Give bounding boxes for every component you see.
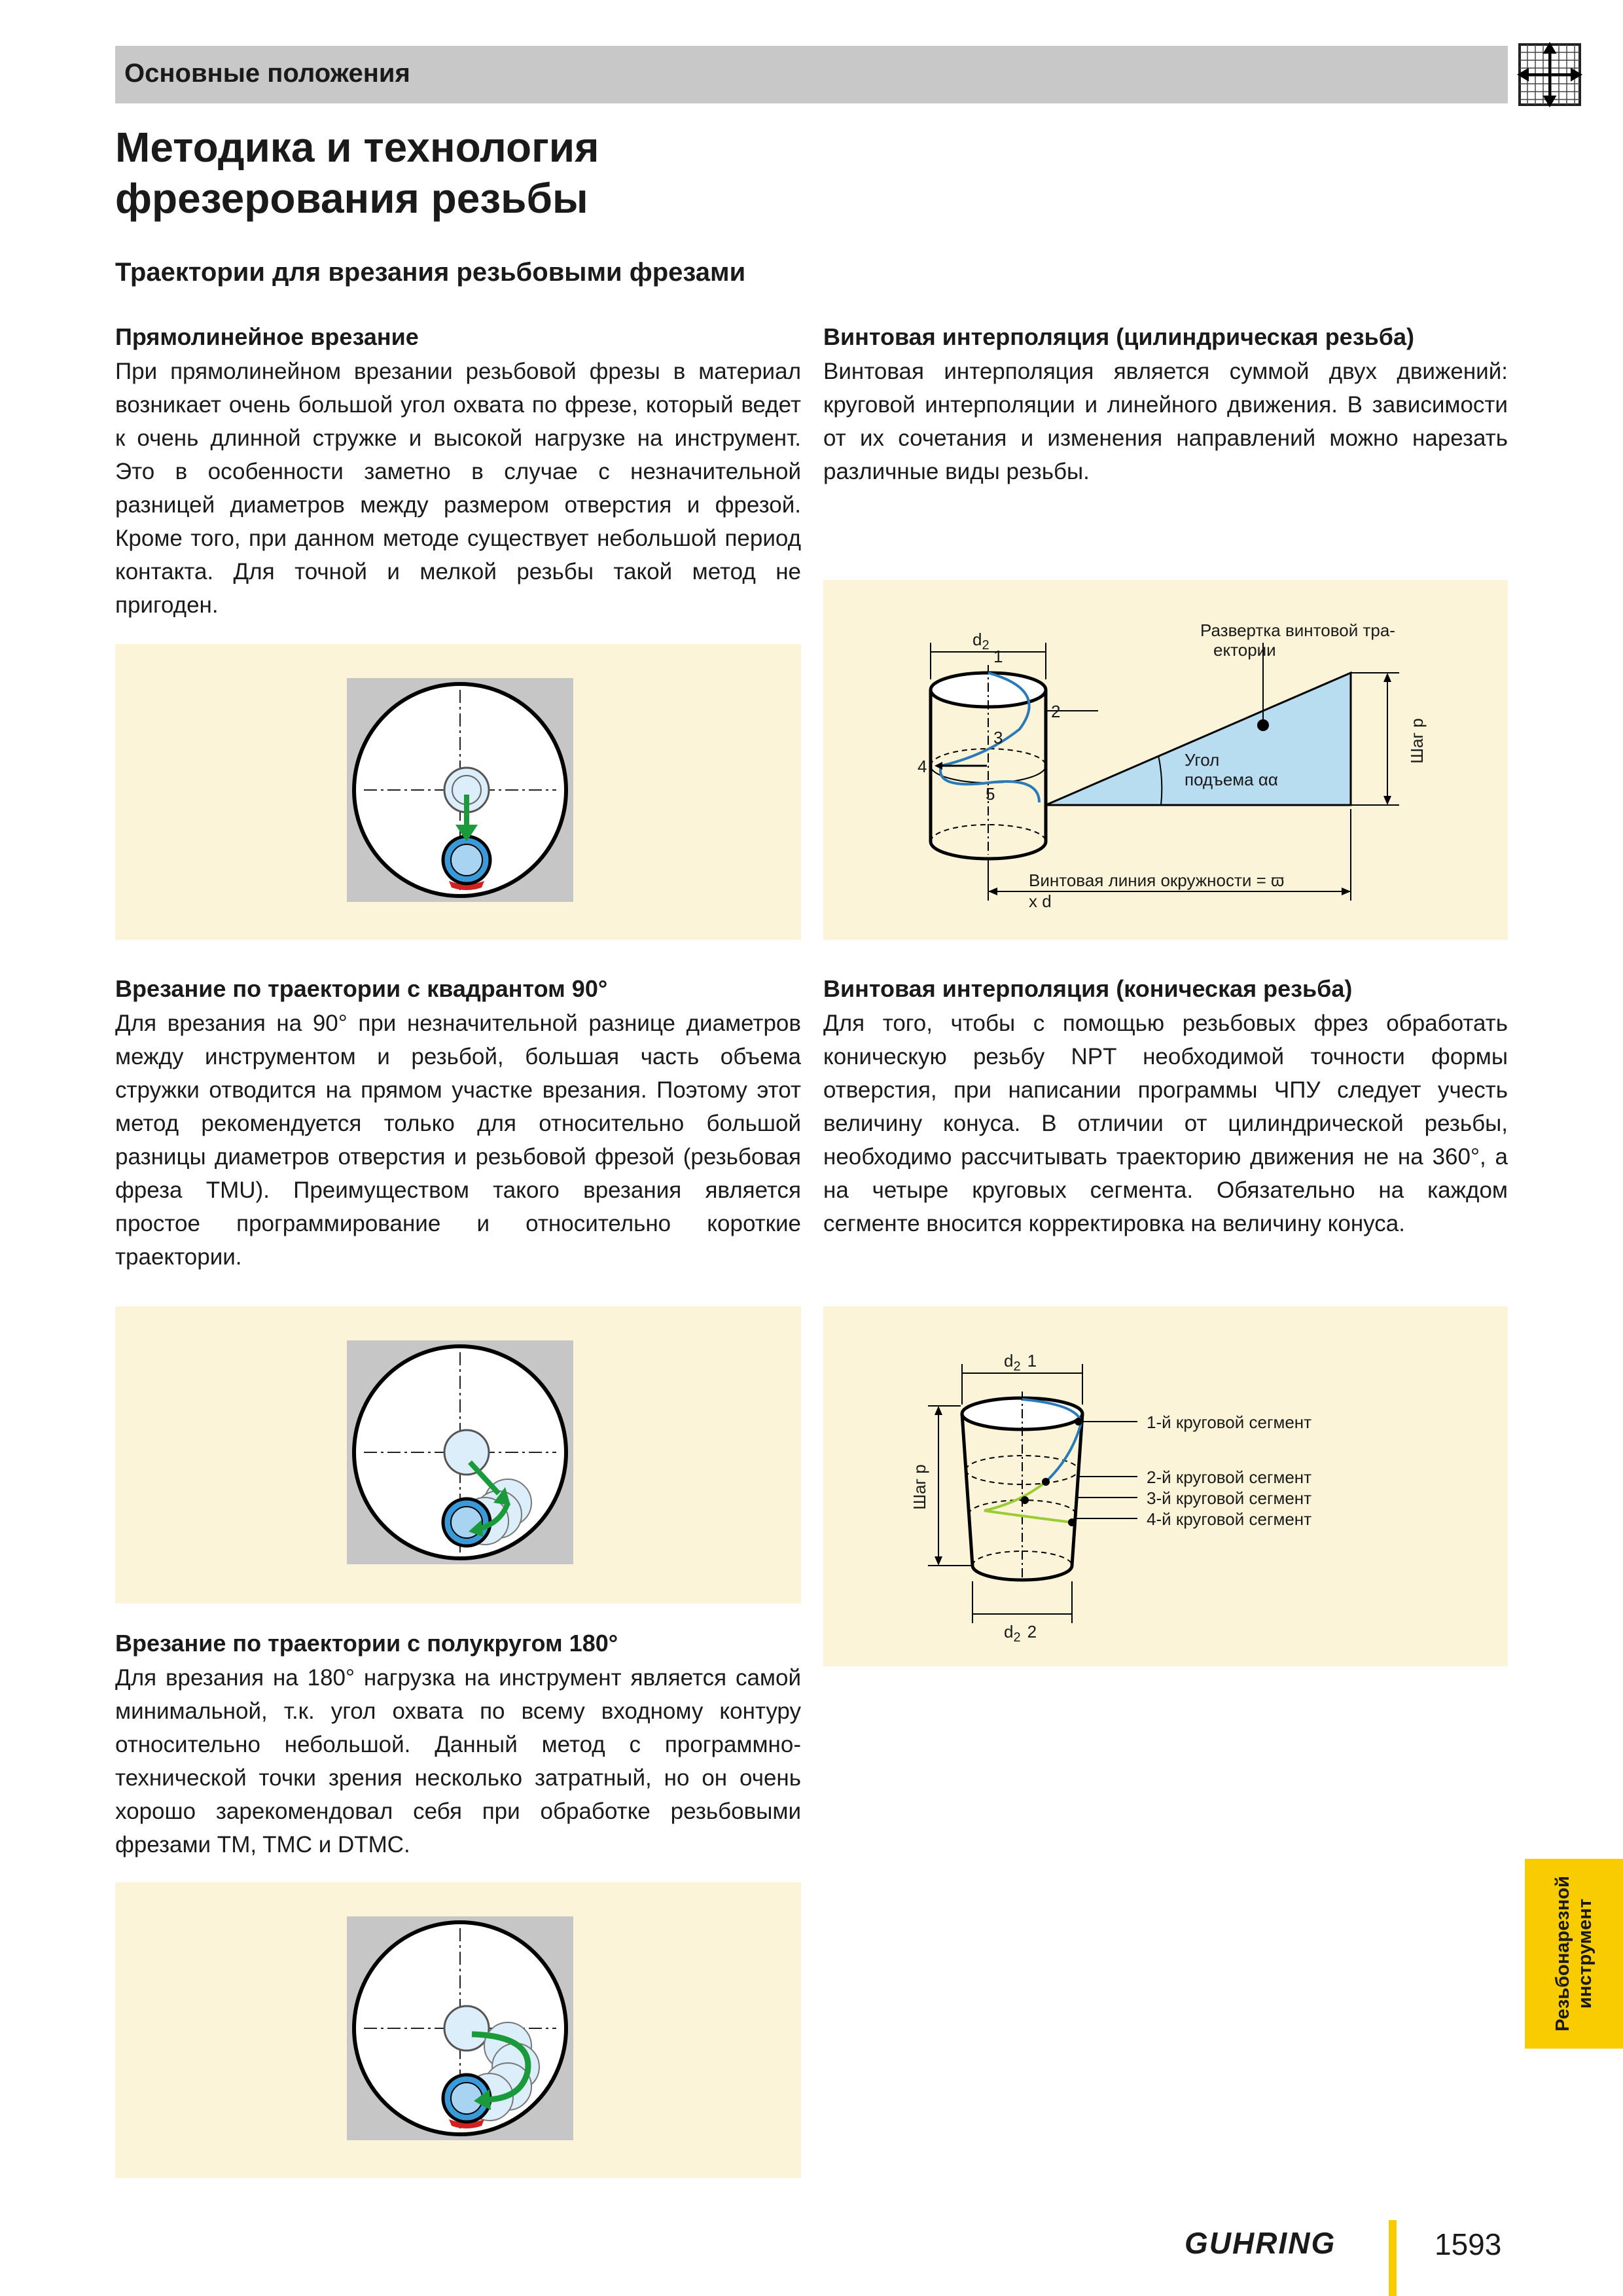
d2-1-label: $d_2$ 1 [1004,1351,1037,1374]
cylindrical-text: Винтовая интерполяция является суммой двух движений: круговой интерполяции и линейного движения. В зависимости от их сочетания и изменения направлений можно нарезать различные виды резьбы. [823,359,1508,484]
point-4: 4 [918,757,927,776]
category-side-tab [1525,1859,1623,2049]
guhring-logo: GUHRING [1185,2226,1336,2260]
side-tab-line-2: инструмент [1575,1898,1596,2009]
segment-3-label: 3-й круговой сегмент [1147,1488,1312,1508]
section-header: Основные положения [124,59,410,88]
pitch-label: Шаг p [1407,718,1427,764]
segment-4-label: 4-й круговой сегмент [1147,1509,1312,1529]
cylindrical-thread-diagram [823,580,1508,940]
quadrant-entry-heading: Врезание по траектории с квадрантом 90° [115,975,608,1002]
straight-entry-heading: Прямолинейное врезание [115,323,419,350]
segment-1-label: 1-й круговой сегмент [1147,1412,1312,1432]
grid-arrows-icon [1517,42,1582,107]
page-title-line-1: Методика и технология [115,124,599,171]
side-tab-line-1: Резьбонарезной [1552,1876,1573,2032]
conical-heading: Винтовая интерполяция (коническая резьба) [823,975,1353,1002]
unroll-label-2: ектории [1213,640,1276,660]
semicircle-entry-text: Для врезания на 180° нагрузка на инструмент является самой минимальной, т.к. угол охвата по всему входному контуру относительно небольшой. Данный метод с программно-технической точки зрения несколько затратный, но он очень хорошо зарекомендовал себя при обработке резьбовыми фрезами TM, TMC и DTMC. [115,1665,801,1857]
point-5: 5 [986,784,995,804]
footer-divider [1389,2220,1397,2296]
semicircle-entry-heading: Врезание по траектории с полукругом 180° [115,1630,618,1657]
point-2: 2 [1051,702,1061,721]
page-title [115,122,901,224]
quadrant-entry-text: Для врезания на 90° при незначительной разнице диаметров между инструментом и резьбой, большая часть объема стружки отводится на прямом участке врезания. Поэтому этот метод рекомендуется только для относительно большой разницы диаметров отверстия и резьбовой фрезой (резьбовая фреза TMU). Преимуществом такого врезания является простое программирование и относительно короткие траектории. [115,1011,801,1270]
cylindrical-heading: Винтовая интерполяция (цилиндрическая резьба) [823,323,1414,350]
circumference-label-1: Винтовая линия окружности = ϖ [1029,870,1285,890]
point-3: 3 [993,728,1003,747]
segment-2-label: 2-й круговой сегмент [1147,1467,1312,1487]
quadrant-entry-figure [115,1306,801,1604]
straight-entry-figure [115,644,801,940]
conical-text: Для того, чтобы с помощью резьбовых фрез обработать коническую резьбу NPT необходимой точности формы отверстия, при написании программы ЧПУ следует учесть величину конуса. В отличии от цилиндрической резьбы, необходимо рассчитывать траекторию движения не на 360°, а на четыре круговых сегмента. Обязательно на каждом сегменте вносится корректировка на величину конуса. [823,1011,1508,1236]
page-number: 1593 [1435,2227,1502,2261]
circumference-label-2: x d [1029,891,1052,911]
angle-label-2: подъема αα [1185,770,1278,789]
unroll-label-1: Развертка винтовой тра- [1200,620,1395,640]
page-title-line-2: фрезерования резьбы [115,175,588,222]
straight-entry-text: При прямолинейном врезании резьбовой фрезы в материал возникает очень большой угол охвата по фрезе, который ведет к очень длинной стружке и высокой нагрузке на инструмент. Это в особенности заметно в случае с незначительной разницей диаметров между размером отверстия и фрезой. Кроме того, при данном методе существует небольшой период контакта. Для точной и мелкой резьбы такой метод не пригоден. [115,359,801,618]
point-1: 1 [993,647,1003,666]
semicircle-entry-figure [115,1882,801,2178]
section-title: Траектории для врезания резьбовыми фрезами [115,258,746,287]
d2-label: $d_2$ [972,630,990,653]
conical-thread-diagram [823,1306,1508,1666]
conical-pitch-label: Шаг p [910,1464,929,1510]
d2-2-label: $d_2$ 2 [1004,1622,1037,1645]
angle-label-1: Угол [1185,750,1220,770]
